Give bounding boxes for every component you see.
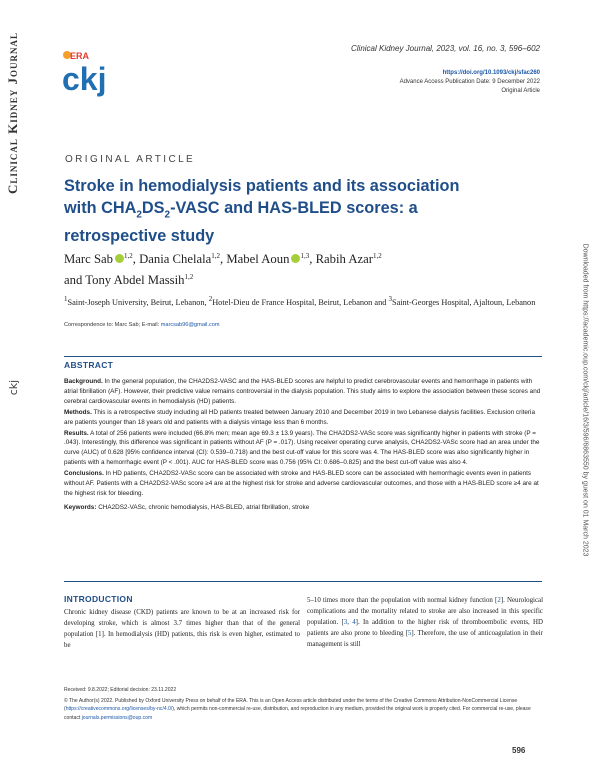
side-logo-text: ckj [7,379,21,396]
affiliations [64,293,544,309]
results-text: A total of 256 patients were included (66.8% men; mean age 69.3 ± 13.9 years). The CHA2DS2-VASc score was significantly higher in patients with stroke (P = .043). Interestingly, this difference was significant in patients without AF (P = .017). Using receiver operating curve analysis, CHA2DS2-VASc score had an area under the curve (AUC) of 0.628 [95% confidence interval (CI): 0.539–0.718) and the best cut-off value for this score was 4. The HAS-BLED score was also significantly higher in patients with a hemorrhagic event (P < .001). AUC for HAS-BLED score was 0.756 (95% CI: 0.686–0.825) and the best cut-off value was also 4. [64,429,540,467]
title-line-3: retrospective study [64,226,215,245]
intro-right-column [307,596,543,651]
journal-vertical-title [2,8,24,218]
download-note [578,210,592,590]
author-sep: , [132,252,140,267]
background-label: Background. [64,378,103,385]
affil-sup: 1 [64,295,68,303]
ref-link[interactable]: 2 [497,597,501,604]
affil-sup: 3 [388,295,392,303]
abstract-conclusions [64,469,542,499]
correspondence-label: Correspondence to: Marc Sab; E-mail: [64,322,161,328]
license-link[interactable]: https://creativecommons.org/licenses/by-nc/4.0/ [65,706,173,712]
permissions-email-link[interactable]: journals.permissions@oup.com [81,714,153,721]
download-note-text: Downloaded from https://academic.oup.com/ckj/article/16/3/596/6863550 by guest on 01 March 2023 [581,243,589,557]
journal-logo [60,46,120,110]
logo-ckj-text: ckj [62,61,107,97]
author-name: Mabel Aoun [226,252,290,267]
journal-vertical-text: Clinical Kidney Journal [5,31,20,195]
background-text: In the general population, the CHA2DS2-VASC and the HAS-BLED scores are helpful to predict cerebrovascular events and hemorrhage in patients with atrial fibrillation (AF). However, their predictive value remains controversial in the dialysis population. This study aims to explore the association between these scores and cerebral cardiovascular events in hemodialysis (HD) patients. [64,378,541,405]
title-line-1: Stroke in hemodialysis patients and its association [64,177,460,195]
intro-right-text: 5–10 times more than the population with normal kidney function [2]. Neurological complications and the mortality related to stroke are also increased in this specific population. [3, 4]. In addition to the higher risk of thromboembolic events, HD patients are also prone to bleeding [5]. Therefore, the use of anticoagulation in their management is still [307,597,543,648]
author-name: Rabih Azar [315,252,373,267]
title-sub-2: 2 [164,209,171,221]
introduction-heading: INTRODUCTION [64,594,133,604]
author-name: Marc Sab [64,252,113,267]
author-sup: 1,2 [373,252,382,260]
ref-link[interactable]: 5 [407,629,412,637]
correspondence [64,322,220,328]
license-text: © The Author(s) 2022. Published by Oxford University Press on behalf of the ERA. This is an Open Access article distributed under the terms of the Creative Commons Attribution-NonCommercial License (https://creativecommons.org/licenses/by-nc/4.0/), which permits non-commercial re-use, distribution, and reproduction in any medium, provided the original work is properly cited. For commercial re-use, please contact journals.permissions@oup.com [64,697,531,721]
footnotes [64,686,542,722]
author-sep: , [220,252,227,267]
orcid-icon[interactable] [115,254,124,263]
side-ckj-logo [6,378,21,396]
intro-left-column [64,608,300,652]
keywords-text: CHA2DS2-VASc, chronic hemodialysis, HAS-BLED, atrial fibrillation, stroke [96,503,310,511]
author-sup: 1,2 [211,252,221,260]
abstract-body [64,377,542,514]
logo-era-text: ERA [70,51,90,61]
abstract-methods [64,408,542,428]
keywords-label: Keywords: [64,503,97,511]
methods-label: Methods. [64,408,92,416]
methods-text: This is a retrospective study including all HD patients treated between January 2010 and December 2019 in two Lebanese dialysis facilities. Exclusion criteria are patients younger than 18 years old and patients with a dialysis vintage less than 6 months. [64,408,535,426]
title-line-2a: with CHA [64,198,137,217]
abstract-keywords [64,503,542,513]
ref-link[interactable]: 4 [352,618,356,626]
citation-line: Clinical Kidney Journal, 2023, vol. 16, no. 3, 596–602 [350,44,540,53]
conclusions-label: Conclusions. [64,470,104,478]
affiliation-2: Hotel-Dieu de France Hospital, Beirut, Lebanon and [212,297,389,307]
affiliation-1: Saint-Joseph University, Beirut, Lebanon, [67,297,209,307]
doi-link[interactable]: https://doi.org/10.1093/ckj/sfac260 [442,70,540,76]
correspondence-email-link[interactable]: marcsab96@gmail.com [160,322,220,328]
ckj-logo-icon [60,46,120,110]
received-line: Received: 9.8.2022; Editorial decision: 23.11.2022 [64,687,177,693]
article-kicker: ORIGINAL ARTICLE [65,154,196,165]
conclusions-text: In HD patients, CHA2DS2-VASc score can be associated with stroke and HAS-BLED score can be associated with hemorrhagic events even in patients without AF. Patients with a CHA2DS2-VASc score ≥4 are at the highest risk for stroke and adverse cardiovascular outcomes, and those with a HAS-BLED score ≥4 are at the highest risk for bleeding. [64,470,539,497]
article-title [64,176,484,248]
page-number: 596 [512,746,526,755]
advance-access-line: Advance Access Publication Date: 9 December 2022 [399,79,540,85]
title-line-2b: DS [141,198,165,217]
abstract-top-rule [64,356,542,357]
affiliation-3: Saint-Georges Hospital, Ajaltoun, Lebanon [391,297,536,307]
ref-link[interactable]: 3 [343,618,348,626]
author-sup: 1,3 [300,252,310,260]
author-sup: 1,2 [184,273,194,282]
results-label: Results. [64,429,89,437]
abstract-background [64,377,542,407]
author-list [64,247,494,289]
abstract-bottom-rule [64,581,542,582]
affil-sup: 2 [208,295,213,303]
author-name: Dania Chelala [139,252,212,267]
intro-left-text: Chronic kidney disease (CKD) patients are known to be at an increased risk for developing stroke, which is almost 3.7 times higher than that of the general population [1]. In hemodialysis (HD) patients, this risk is even higher, estimated to be [64,609,300,649]
author-sup: 1,2 [123,252,133,260]
author-name: and Tony Abdel Massih [64,273,185,288]
title-sub-1: 2 [136,209,142,221]
abstract-results [64,429,542,469]
title-line-2c: -VASC and HAS-BLED scores: a [170,198,418,217]
article-type-line: Original Article [501,88,540,94]
abstract-heading: ABSTRACT [64,360,114,370]
author-sep: , [309,252,316,267]
